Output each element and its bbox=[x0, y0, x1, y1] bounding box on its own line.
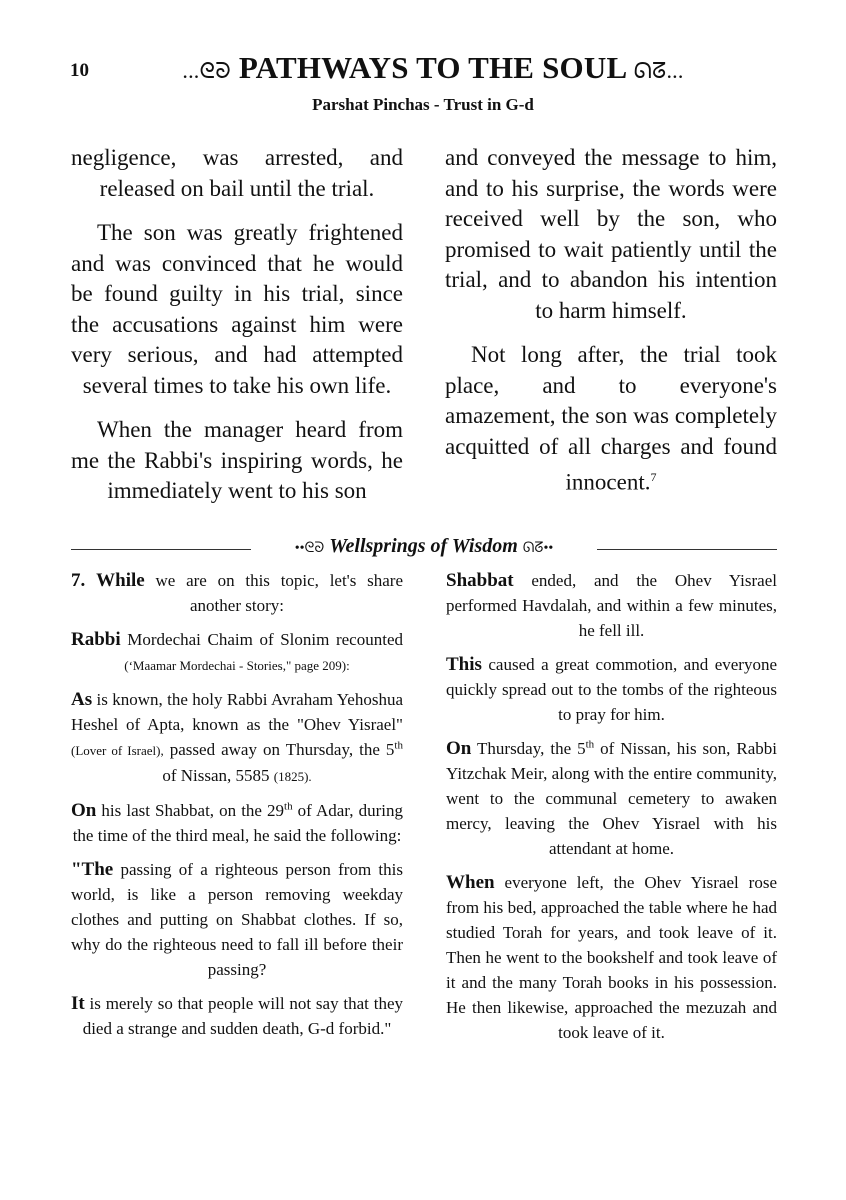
running-title bbox=[130, 50, 736, 86]
paragraph-text: Thursday, the 5 bbox=[471, 739, 586, 758]
ordinal-suffix: th bbox=[585, 738, 595, 751]
section-title: Wellsprings of Wisdom bbox=[329, 535, 518, 557]
ordinal-suffix: th bbox=[284, 800, 293, 813]
paragraph-text: of Nissan, his son, Rabbi Yitzchak Meir, along with the entire community, went to the communal cemetery to awaken mercy, leaving the Ohev Yisrael with his attendant at home. bbox=[446, 739, 777, 858]
year-note: (1825). bbox=[273, 769, 312, 784]
paragraph-text: of Adar, during the time of the third meal, he said the following: bbox=[72, 801, 403, 845]
paragraph-text: everyone left, the Ohev Yisrael rose from his bed, approached the table where he had studied Torah for years, and took leave of it. Then he went to the bookshelf and took leave of it and the many Torah books in his possession. He then likewise, approached the mezuzah and took leave of it. bbox=[446, 873, 777, 1042]
paragraph-text: passing of a righteous person from this world, is like a person removing weekday clothes and putting on Shabbat clothes. If so, why do the righteous need to fall ill before their passing? bbox=[71, 860, 403, 979]
footnote-paragraph bbox=[71, 991, 403, 1041]
lower-left-column bbox=[71, 568, 403, 1050]
footnote-paragraph bbox=[446, 736, 777, 861]
footnote-paragraph bbox=[446, 870, 777, 1045]
paragraph-text: Not long after, the trial took place, and to everyone's amazement, the son was completely acquitted of all charges and found innocent. bbox=[445, 342, 777, 495]
chapter-subtitle: Parshat Pinchas - Trust in G-d bbox=[312, 95, 534, 114]
paragraph-text: passed away on Thursday, the 5 bbox=[163, 740, 395, 759]
footnote-paragraph bbox=[71, 857, 403, 982]
upper-right-column bbox=[445, 143, 777, 512]
paragraph-text: his last Shabbat, on the 29 bbox=[96, 801, 285, 820]
heading-ornament-right: ᘏᘔ•• bbox=[522, 541, 554, 556]
lead-word: 7. While bbox=[71, 570, 145, 591]
lead-word: As bbox=[71, 689, 93, 710]
paragraph-text: ended, and the Ohev Yisrael performed Havdalah, and within a few minutes, he fell ill. bbox=[446, 571, 777, 640]
book-title: PATHWAYS TO THE SOUL bbox=[238, 50, 626, 85]
paragraph-text: is known, the holy Rabbi Avraham Yehoshua Heshel of Apta, known as the "Ohev Yisrael" bbox=[71, 690, 403, 734]
footnote-marker: 7 bbox=[650, 470, 657, 484]
paragraph: When the manager heard from me the Rabbi's inspiring words, he immediately went to his son bbox=[71, 417, 403, 503]
paragraph-text: we are on this topic, let's share another story: bbox=[144, 571, 403, 615]
paragraph-text: caused a great commotion, and everyone quickly spread out to the tombs of the righteous to pray for him. bbox=[446, 655, 777, 724]
lead-word: Rabbi bbox=[71, 629, 121, 650]
citation: (‘Maamar Mordechai - Stories," page 209): bbox=[124, 658, 350, 673]
footnote-paragraph bbox=[71, 568, 403, 618]
footnote-paragraph bbox=[71, 798, 403, 848]
paragraph: negligence, was arrested, and released on bail until the trial. bbox=[71, 145, 403, 201]
ordinal-suffix: th bbox=[394, 739, 403, 752]
lead-word: On bbox=[71, 800, 97, 821]
paragraph-text: is merely so that people will not say that they died a strange and sudden death, G-d forbid." bbox=[82, 994, 403, 1038]
footnote-paragraph bbox=[71, 687, 403, 789]
lead-word: This bbox=[446, 654, 482, 675]
title-ornament-left: ...ᘓᘐ bbox=[182, 57, 231, 83]
lead-word: It bbox=[71, 993, 85, 1014]
lead-word: Shabbat bbox=[446, 570, 514, 591]
paragraph-text: Mordechai Chaim of Slonim recounted bbox=[120, 630, 403, 649]
lower-right-column bbox=[446, 568, 777, 1054]
section-heading bbox=[71, 535, 777, 558]
title-ornament-right: ᘏᘔ... bbox=[633, 57, 684, 83]
paragraph-text: of Nissan, 5585 bbox=[162, 766, 274, 785]
page-header bbox=[70, 50, 776, 90]
paragraph: The son was greatly frightened and was convinced that he would be found guilty in his trial, since the accusations against him were very serious, and had attempted several times to take his own life. bbox=[71, 220, 403, 398]
paragraph: and conveyed the message to him, and to his surprise, the words were received well by the son, who promised to wait patiently until the trial, and to abandon his intention to harm himself. bbox=[445, 145, 777, 323]
lead-word: When bbox=[446, 872, 495, 893]
heading-ornament-left: ••ᘓᘐ bbox=[294, 541, 325, 556]
translation-note: (Lover of Israel), bbox=[71, 743, 164, 758]
lead-word: On bbox=[446, 738, 472, 759]
section-divider bbox=[71, 535, 777, 563]
upper-left-column bbox=[71, 143, 403, 521]
page-number: 10 bbox=[70, 60, 89, 81]
paragraph bbox=[445, 340, 777, 498]
footnote-paragraph bbox=[446, 652, 777, 727]
footnote-paragraph bbox=[446, 568, 777, 643]
lead-word: "The bbox=[71, 859, 114, 880]
footnote-paragraph bbox=[71, 627, 403, 678]
